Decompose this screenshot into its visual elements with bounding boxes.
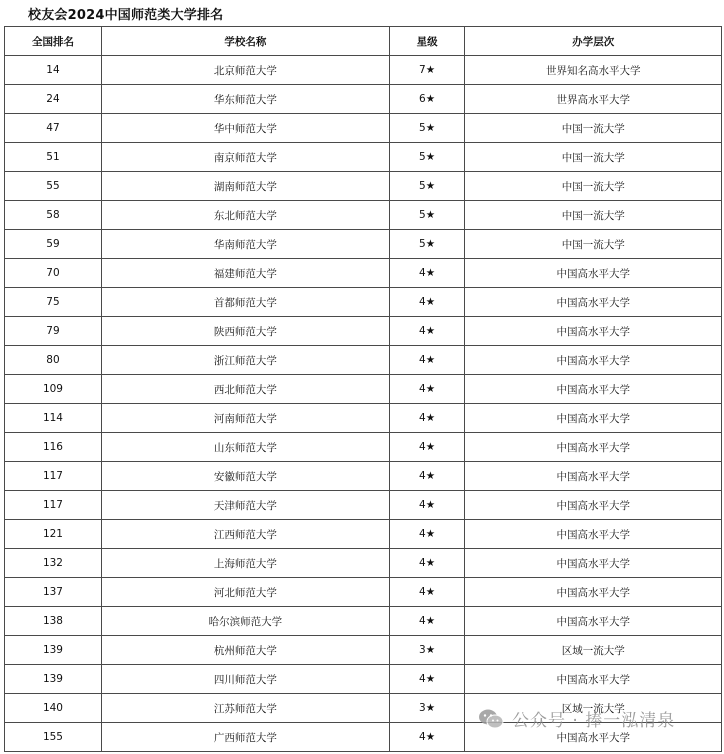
- school-level-cell: 中国一流大学: [465, 172, 722, 201]
- table-row: [5, 317, 722, 346]
- rank-cell: 75: [5, 288, 102, 317]
- school-level-cell: 中国高水平大学: [465, 433, 722, 462]
- school-level-cell: 中国高水平大学: [465, 520, 722, 549]
- header-star-level: 星级: [389, 27, 465, 56]
- star-level-cell: 4★: [389, 520, 465, 549]
- star-level-cell: 4★: [389, 346, 465, 375]
- table-row: [5, 404, 722, 433]
- table-row: [5, 56, 722, 85]
- star-level-cell: 5★: [389, 143, 465, 172]
- school-level-cell: 区域一流大学: [465, 694, 722, 723]
- rank-cell: 14: [5, 56, 102, 85]
- school-level-cell: 世界知名高水平大学: [465, 56, 722, 85]
- school-name-cell: 安徽师范大学: [101, 462, 389, 491]
- star-level-cell: 5★: [389, 172, 465, 201]
- table-row: [5, 578, 722, 607]
- school-level-cell: 中国高水平大学: [465, 288, 722, 317]
- school-name-cell: 上海师范大学: [101, 549, 389, 578]
- star-level-cell: 4★: [389, 607, 465, 636]
- header-school-name: 学校名称: [101, 27, 389, 56]
- school-name-cell: 河北师范大学: [101, 578, 389, 607]
- rank-cell: 80: [5, 346, 102, 375]
- rank-cell: 137: [5, 578, 102, 607]
- rank-cell: 138: [5, 607, 102, 636]
- table-row: [5, 346, 722, 375]
- rank-cell: 139: [5, 665, 102, 694]
- school-level-cell: 中国高水平大学: [465, 491, 722, 520]
- star-level-cell: 5★: [389, 114, 465, 143]
- ranking-table: [4, 26, 722, 752]
- table-row: [5, 375, 722, 404]
- page-title: 校友会2024中国师范类大学排名: [28, 8, 224, 23]
- star-level-cell: 4★: [389, 491, 465, 520]
- school-level-cell: 中国高水平大学: [465, 549, 722, 578]
- school-level-cell: 中国一流大学: [465, 201, 722, 230]
- star-level-cell: 4★: [389, 665, 465, 694]
- table-row: [5, 114, 722, 143]
- school-name-cell: 华东师范大学: [101, 85, 389, 114]
- school-name-cell: 广西师范大学: [101, 723, 389, 752]
- school-name-cell: 福建师范大学: [101, 259, 389, 288]
- rank-cell: 109: [5, 375, 102, 404]
- table-row: [5, 520, 722, 549]
- school-name-cell: 北京师范大学: [101, 56, 389, 85]
- watermark: [478, 706, 675, 731]
- header-rank: 全国排名: [5, 27, 102, 56]
- school-name-cell: 华南师范大学: [101, 230, 389, 259]
- star-level-cell: 4★: [389, 259, 465, 288]
- star-level-cell: 4★: [389, 317, 465, 346]
- school-name-cell: 江西师范大学: [101, 520, 389, 549]
- school-name-cell: 四川师范大学: [101, 665, 389, 694]
- star-level-cell: 4★: [389, 723, 465, 752]
- school-name-cell: 华中师范大学: [101, 114, 389, 143]
- table-row: [5, 172, 722, 201]
- school-level-cell: 世界高水平大学: [465, 85, 722, 114]
- rank-cell: 121: [5, 520, 102, 549]
- star-level-cell: 4★: [389, 462, 465, 491]
- school-name-cell: 天津师范大学: [101, 491, 389, 520]
- rank-cell: 117: [5, 462, 102, 491]
- school-name-cell: 河南师范大学: [101, 404, 389, 433]
- star-level-cell: 4★: [389, 288, 465, 317]
- school-level-cell: 中国一流大学: [465, 114, 722, 143]
- table-row: [5, 607, 722, 636]
- table-row: [5, 549, 722, 578]
- rank-cell: 132: [5, 549, 102, 578]
- rank-cell: 140: [5, 694, 102, 723]
- school-level-cell: 中国高水平大学: [465, 404, 722, 433]
- star-level-cell: 4★: [389, 404, 465, 433]
- rank-cell: 117: [5, 491, 102, 520]
- school-level-cell: 区域一流大学: [465, 636, 722, 665]
- rank-cell: 139: [5, 636, 102, 665]
- school-name-cell: 山东师范大学: [101, 433, 389, 462]
- school-name-cell: 哈尔滨师范大学: [101, 607, 389, 636]
- table-row: [5, 462, 722, 491]
- star-level-cell: 3★: [389, 694, 465, 723]
- rank-cell: 114: [5, 404, 102, 433]
- school-level-cell: 中国高水平大学: [465, 259, 722, 288]
- school-level-cell: 中国一流大学: [465, 143, 722, 172]
- star-level-cell: 5★: [389, 201, 465, 230]
- star-level-cell: 4★: [389, 549, 465, 578]
- star-level-cell: 4★: [389, 578, 465, 607]
- rank-cell: 47: [5, 114, 102, 143]
- school-level-cell: 中国高水平大学: [465, 375, 722, 404]
- school-name-cell: 湖南师范大学: [101, 172, 389, 201]
- rank-cell: 116: [5, 433, 102, 462]
- school-level-cell: 中国高水平大学: [465, 723, 722, 752]
- school-level-cell: 中国高水平大学: [465, 317, 722, 346]
- school-level-cell: 中国高水平大学: [465, 665, 722, 694]
- school-name-cell: 首都师范大学: [101, 288, 389, 317]
- star-level-cell: 6★: [389, 85, 465, 114]
- watermark-text: 公众号 · 捧一泓清泉: [512, 711, 676, 731]
- star-level-cell: 3★: [389, 636, 465, 665]
- table-row: [5, 665, 722, 694]
- school-level-cell: 中国高水平大学: [465, 462, 722, 491]
- school-name-cell: 东北师范大学: [101, 201, 389, 230]
- rank-cell: 155: [5, 723, 102, 752]
- school-level-cell: 中国高水平大学: [465, 578, 722, 607]
- table-row: [5, 259, 722, 288]
- rank-cell: 58: [5, 201, 102, 230]
- header-school-level: 办学层次: [465, 27, 722, 56]
- school-name-cell: 西北师范大学: [101, 375, 389, 404]
- school-name-cell: 江苏师范大学: [101, 694, 389, 723]
- school-name-cell: 杭州师范大学: [101, 636, 389, 665]
- table-row: [5, 636, 722, 665]
- star-level-cell: 4★: [389, 375, 465, 404]
- wechat-icon: [478, 708, 504, 730]
- rank-cell: 24: [5, 85, 102, 114]
- table-row: [5, 201, 722, 230]
- star-level-cell: 7★: [389, 56, 465, 85]
- school-level-cell: 中国高水平大学: [465, 346, 722, 375]
- school-name-cell: 浙江师范大学: [101, 346, 389, 375]
- table-row: [5, 85, 722, 114]
- rank-cell: 70: [5, 259, 102, 288]
- star-level-cell: 5★: [389, 230, 465, 259]
- table-row: [5, 288, 722, 317]
- rank-cell: 55: [5, 172, 102, 201]
- rank-cell: 79: [5, 317, 102, 346]
- table-row: [5, 143, 722, 172]
- school-level-cell: 中国一流大学: [465, 230, 722, 259]
- table-header-row: [5, 27, 722, 56]
- table-row: [5, 491, 722, 520]
- star-level-cell: 4★: [389, 433, 465, 462]
- table-row: [5, 230, 722, 259]
- rank-cell: 51: [5, 143, 102, 172]
- school-name-cell: 南京师范大学: [101, 143, 389, 172]
- rank-cell: 59: [5, 230, 102, 259]
- school-level-cell: 中国高水平大学: [465, 607, 722, 636]
- school-name-cell: 陕西师范大学: [101, 317, 389, 346]
- table-row: [5, 433, 722, 462]
